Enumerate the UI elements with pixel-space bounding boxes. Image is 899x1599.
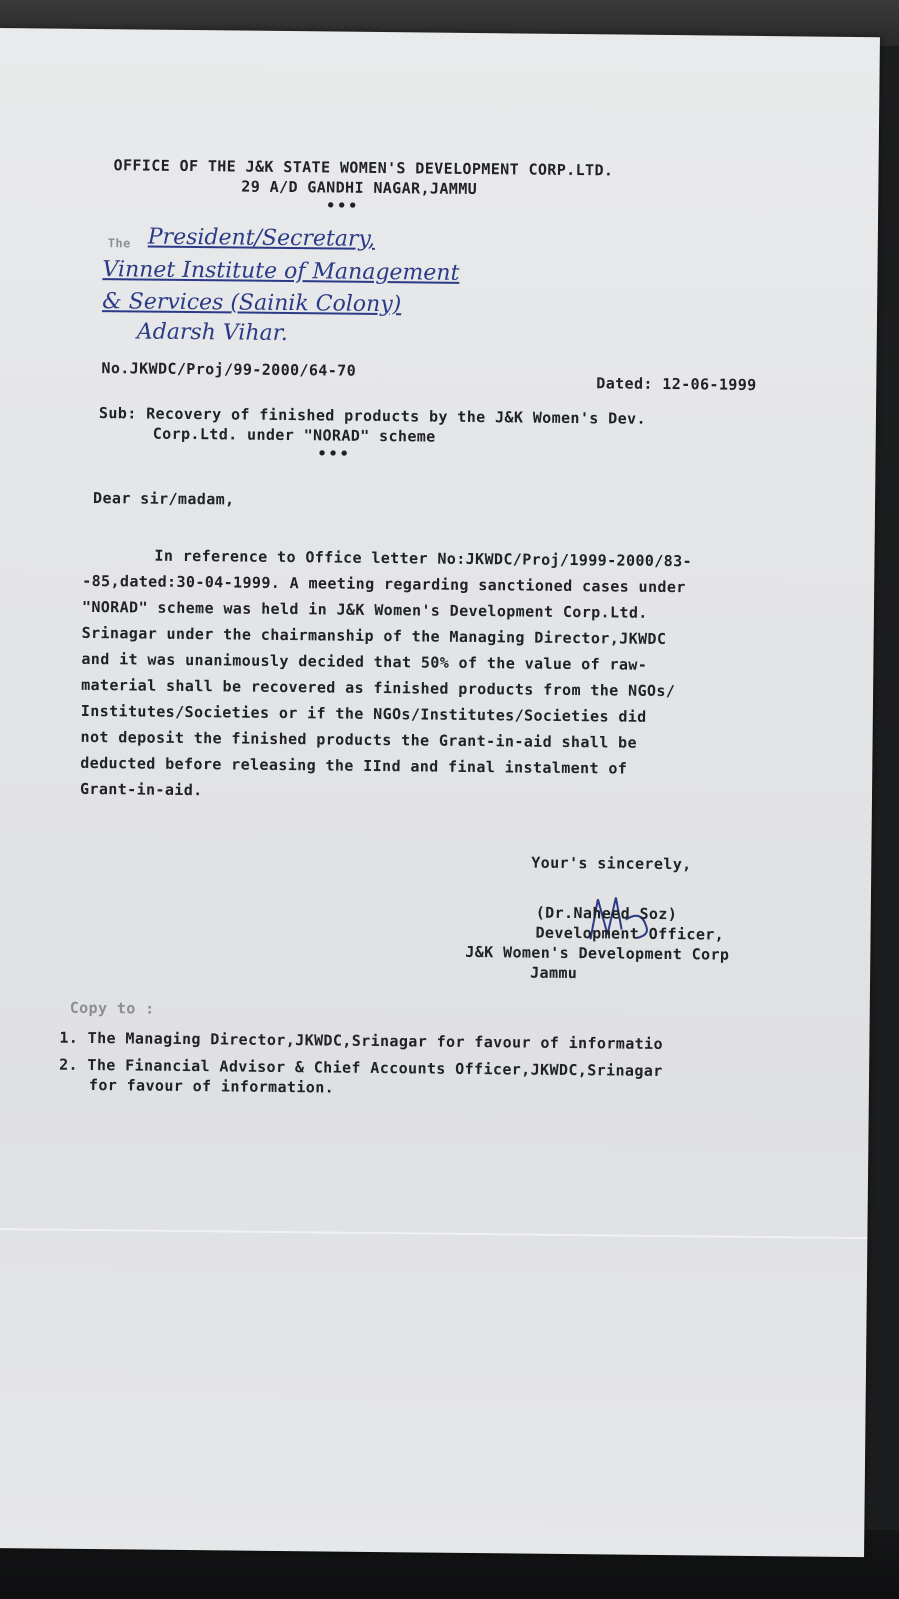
addressee-line4: Adarsh Vihar. <box>136 319 288 347</box>
letterhead-line1: OFFICE OF THE J&K STATE WOMEN'S DEVELOPMENT CORP.LTD. <box>113 156 614 180</box>
closing-organization: J&K Women's Development Corp <box>465 942 730 964</box>
letterhead-line2: 29 A/D GANDHI NAGAR,JAMMU <box>241 177 478 199</box>
addressee-line1: President/Secretary, <box>147 224 376 252</box>
body-line: Institutes/Societies or if the NGOs/Institutes/Societies did <box>80 701 647 726</box>
body-line: not deposit the finished products the Grant-in-aid shall be <box>80 727 638 752</box>
copy-to-item-1: 1. The Managing Director,JKWDC,Srinagar for favour of informatio <box>59 1028 664 1053</box>
closing-designation: Development Officer, <box>535 923 725 944</box>
addressee-line2: Vinnet Institute of Management <box>102 257 460 286</box>
reference-number: No.JKWDC/Proj/99-2000/64-70 <box>101 359 357 380</box>
body-line: Grant-in-aid. <box>79 779 203 800</box>
salutation: Dear sir/madam, <box>92 489 235 509</box>
copy-to-item-2: 2. The Financial Advisor & Chief Accounts Officer,JKWDC,Srinagar <box>59 1055 663 1080</box>
body-line: "NORAD" scheme was held in J&K Women's Development Corp.Ltd. <box>81 597 648 622</box>
paper-fold <box>0 1228 867 1239</box>
body-line: and it was unanimously decided that 50% of the value of raw- <box>81 649 648 674</box>
addressee-prefix: The <box>107 236 131 251</box>
body-line: deducted before releasing the IInd and final instalment of <box>80 753 628 778</box>
body-line: Srinagar under the chairmanship of the Managing Director,JKWDC <box>81 623 667 649</box>
subject-line1: Sub: Recovery of finished products by the J&K Women's Dev. <box>98 404 647 428</box>
body-line: In reference to Office letter No:JKWDC/Proj/1999-2000/83- <box>154 546 693 571</box>
reference-date: Dated: 12-06-1999 <box>596 374 757 394</box>
copy-to-heading: Copy to : <box>69 998 155 1018</box>
subject-line2: Corp.Ltd. under "NORAD" scheme <box>152 424 436 446</box>
closing-sincerely: Your's sincerely, <box>531 853 692 874</box>
body-line: material shall be recovered as finished products from the NGOs/ <box>81 675 676 701</box>
letter-page <box>0 28 880 1557</box>
subject-separator: ••• <box>317 444 351 463</box>
addressee-line3: & Services (Sainik Colony) <box>102 289 402 318</box>
closing-city: Jammu <box>530 963 578 983</box>
letterhead-separator: ••• <box>326 196 360 215</box>
body-line: -85,dated:30-04-1999. A meeting regarding sanctioned cases under <box>82 571 686 597</box>
copy-to-item-2-cont: for favour of information. <box>88 1075 335 1097</box>
closing-name: (Dr.Naheed Soz) <box>535 903 678 924</box>
